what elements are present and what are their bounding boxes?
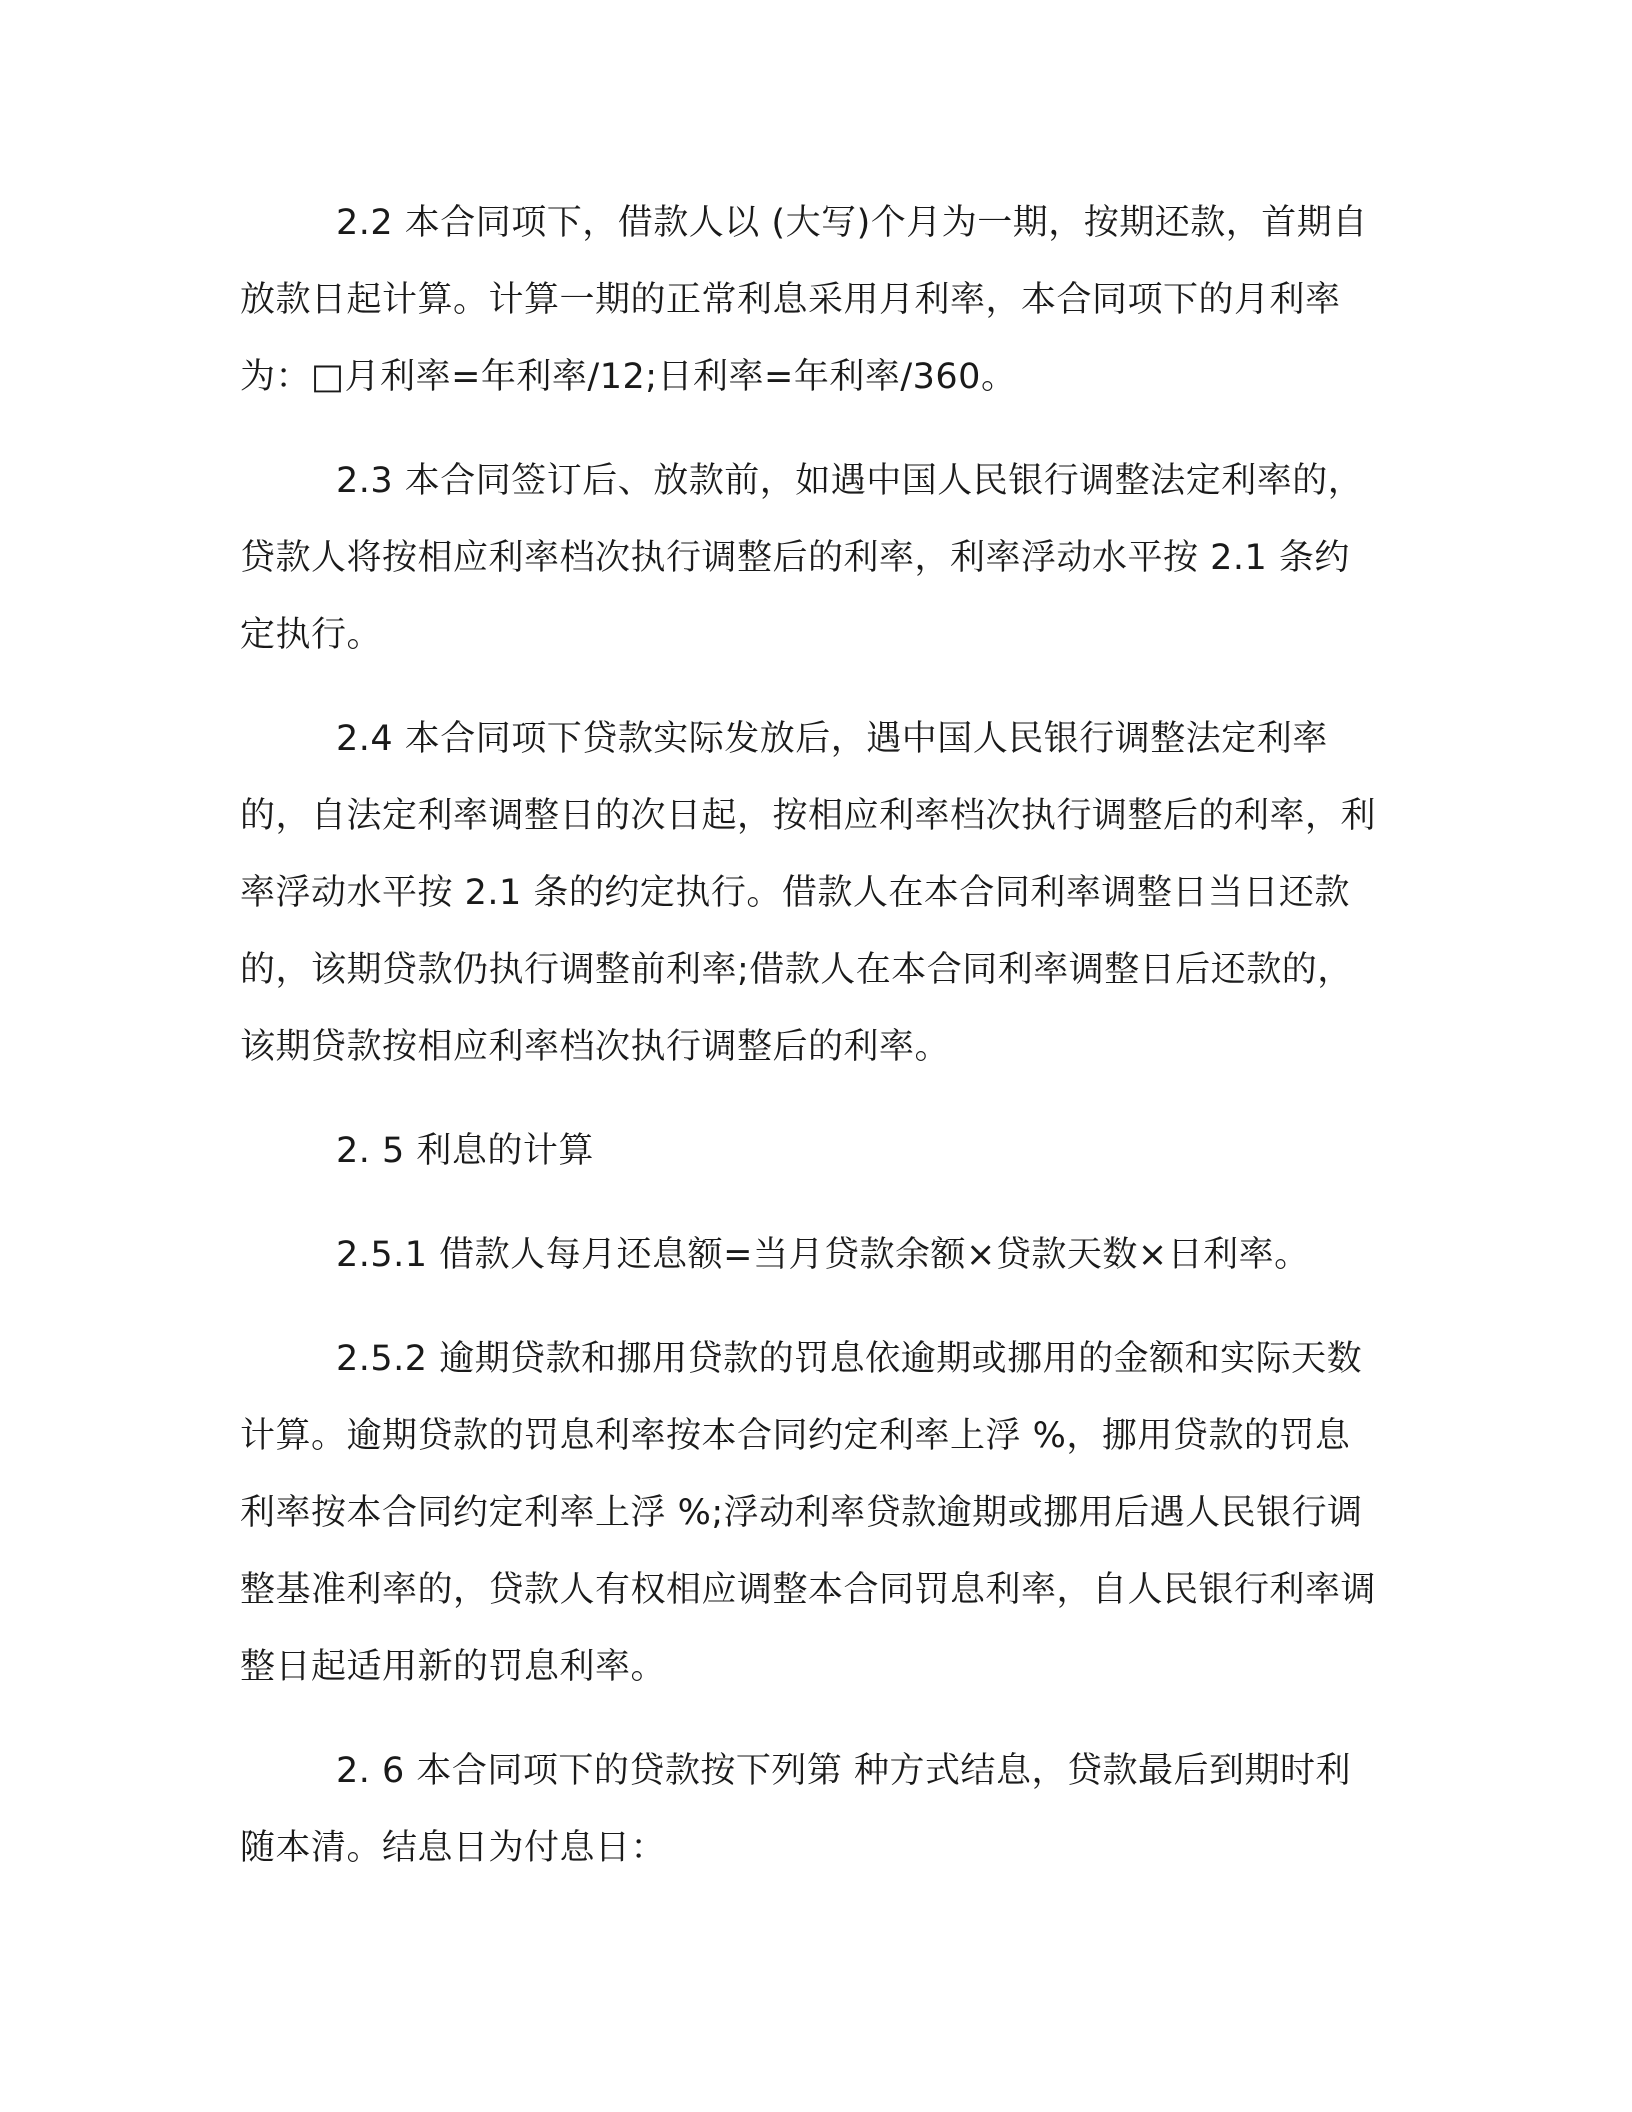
clause-2-5-2: 2.5.2 逾期贷款和挪用贷款的罚息依逾期或挪用的金额和实际天数计算。逾期贷款的罚息利率按本合同约定利率上浮 %，挪用贷款的罚息利率按本合同约定利率上浮 %;浮动利率贷款逾期或挪用后遇人民银行调整基准利率的，贷款人有权相应调整本合同罚息利率，自人民银行利率调整日起适用新的罚息利率。 (240, 1339, 1377, 1687)
clause-2-5-1: 2.5.1 借款人每月还息额=当月贷款余额×贷款天数×日利率。 (336, 1235, 1310, 1275)
clause-2-2: 2.2 本合同项下，借款人以 (大写)个月为一期，按期还款，首期自放款日起计算。计算一期的正常利息采用月利率，本合同项下的月利率为：□月利率=年利率/12;日利率=年利率/360。 (240, 203, 1368, 397)
document-body (240, 185, 1380, 1914)
clause-2-5-heading: 2. 5 利息的计算 (336, 1131, 594, 1171)
clause-2-4: 2.4 本合同项下贷款实际发放后，遇中国人民银行调整法定利率的，自法定利率调整日的次日起，按相应利率档次执行调整后的利率，利率浮动水平按 2.1 条的约定执行。借款人在本合同利率调整日当日还款的，该期贷款仍执行调整前利率;借款人在本合同利率调整日后还款的，该期贷款按相应利率档次执行调整后的利率。 (240, 719, 1377, 1067)
clause-2-6: 2. 6 本合同项下的贷款按下列第 种方式结息，贷款最后到期时利随本清。结息日为付息日： (240, 1751, 1352, 1868)
clause-2-3: 2.3 本合同签订后、放款前，如遇中国人民银行调整法定利率的，贷款人将按相应利率档次执行调整后的利率，利率浮动水平按 2.1 条约定执行。 (240, 461, 1364, 655)
